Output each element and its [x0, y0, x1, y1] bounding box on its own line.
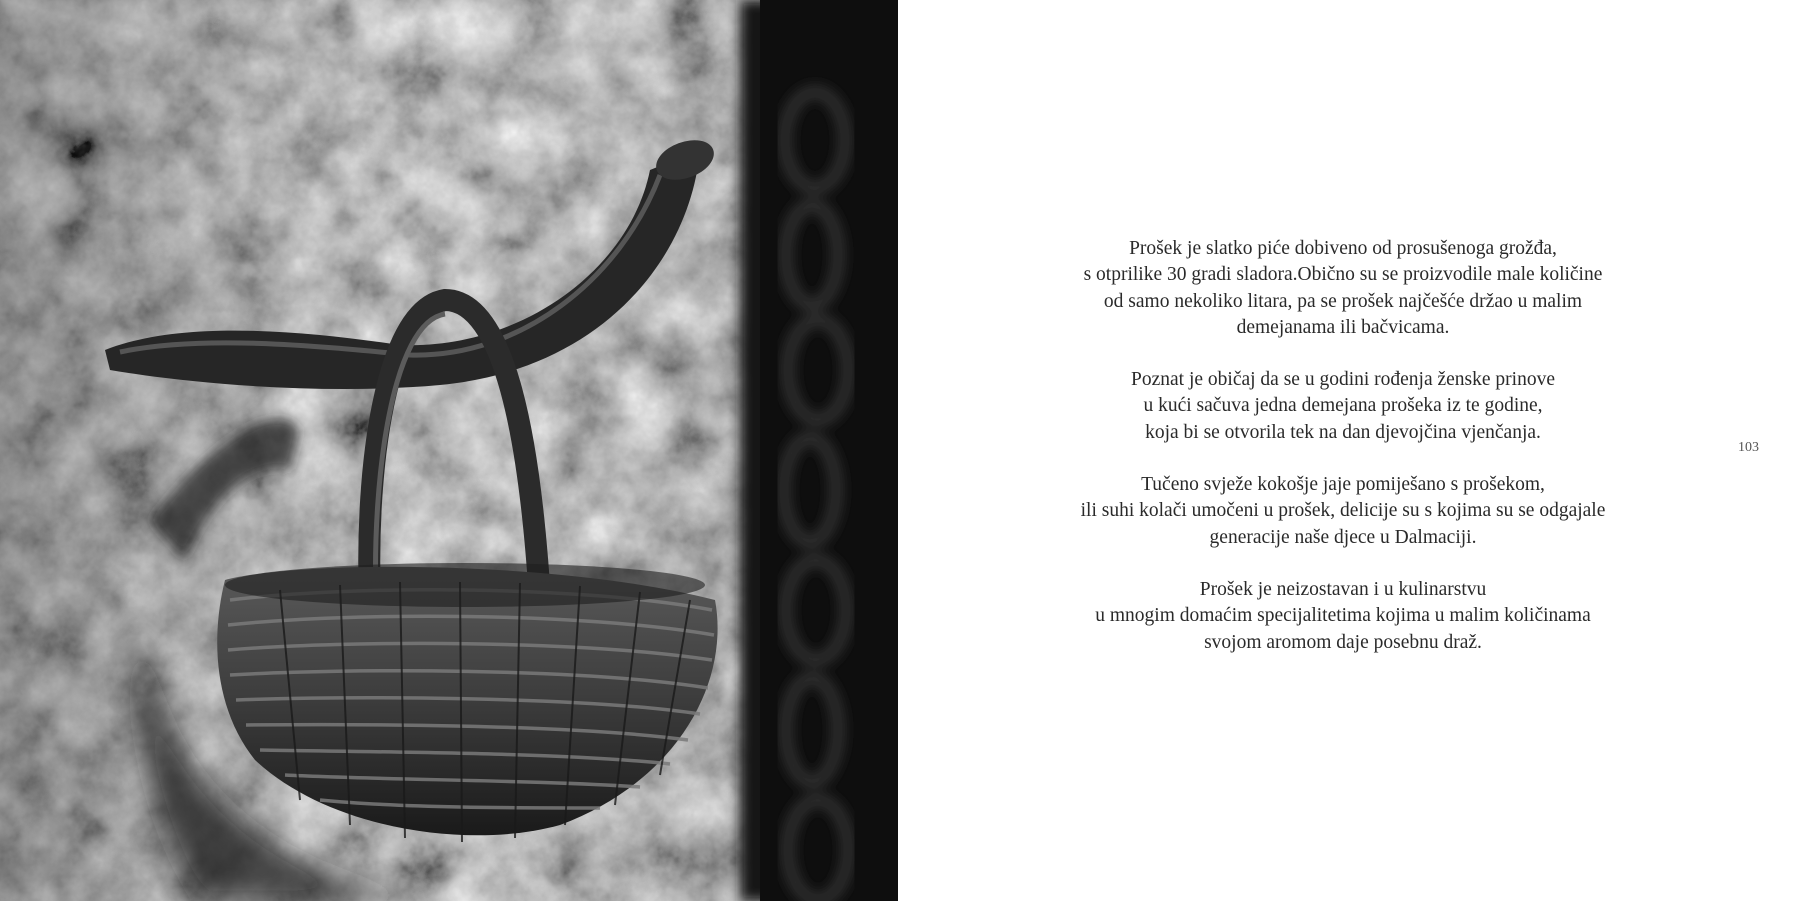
page-number: 103	[1738, 440, 1759, 455]
paragraph-3	[1028, 472, 1658, 551]
text-line: generacije naše djece u Dalmaciji.	[1209, 526, 1477, 548]
text-line: Poznat je običaj da se u godini rođenja ženske prinove	[1131, 369, 1555, 391]
text-line: Tučeno svježe kokošje jaje pomiješano s prošekom,	[1141, 474, 1545, 496]
text-line: od samo nekoliko litara, pa se prošek najčešće držao u malim	[1103, 290, 1583, 312]
text-line: s otprilike 30 gradi sladora.Obično su se proizvodile male količine	[1083, 264, 1603, 286]
text-line: u mnogim domaćim specijalitetima kojima u malim količinama	[1095, 605, 1591, 627]
paragraph-4	[1028, 577, 1658, 656]
text-line: demejanama ili bačvicama.	[1236, 316, 1450, 338]
text-line: ili suhi kolači umočeni u prošek, delicije su s kojima su se odgajale	[1080, 500, 1606, 522]
paragraph-1	[1028, 236, 1658, 341]
text-page	[898, 0, 1800, 901]
wicker-basket-photo	[0, 0, 898, 901]
paragraph-2	[1028, 367, 1658, 446]
text-line: Prošek je neizostavan i u kulinarstvu	[1199, 578, 1487, 600]
text-line: u kući sačuva jedna demejana prošeka iz te godine,	[1143, 395, 1543, 417]
photo-page	[0, 0, 898, 901]
text-line: Prošek je slatko piće dobiveno od prosušenoga grožđa,	[1129, 238, 1557, 259]
text-line: svojom aromom daje posebnu draž.	[1204, 631, 1482, 653]
body-text	[1028, 236, 1658, 682]
text-line: koja bi se otvorila tek na dan djevojčina vjenčanja.	[1145, 421, 1541, 443]
